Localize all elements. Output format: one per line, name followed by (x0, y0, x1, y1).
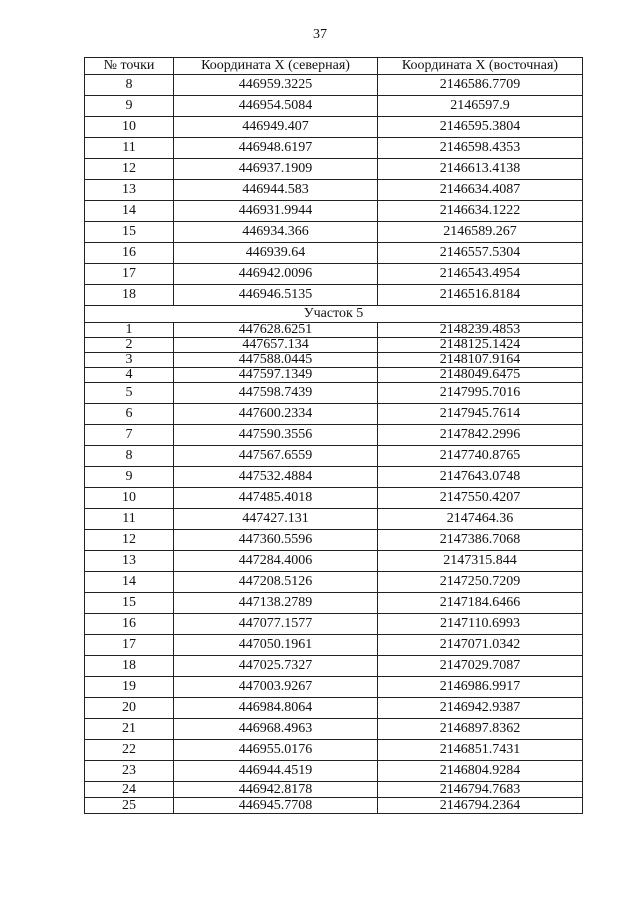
point-number-cell: 10 (85, 117, 174, 138)
north-coordinate-cell: 447208.5126 (174, 572, 378, 593)
table-row (85, 677, 583, 698)
north-coordinate-cell: 446959.3225 (174, 75, 378, 96)
north-coordinate-cell: 447284.4006 (174, 551, 378, 572)
east-coordinate-cell: 2146794.2364 (378, 798, 583, 814)
north-coordinate-cell: 446948.6197 (174, 138, 378, 159)
north-coordinate-cell: 447590.3556 (174, 425, 378, 446)
east-coordinate-cell: 2146586.7709 (378, 75, 583, 96)
point-number-cell: 11 (85, 509, 174, 530)
east-coordinate-cell: 2146897.8362 (378, 719, 583, 740)
point-number-cell: 21 (85, 719, 174, 740)
north-coordinate-cell: 446944.583 (174, 180, 378, 201)
point-number-cell: 9 (85, 467, 174, 488)
point-number-cell: 9 (85, 96, 174, 117)
point-number-cell: 13 (85, 180, 174, 201)
table-row (85, 285, 583, 306)
north-coordinate-cell: 447588.0445 (174, 353, 378, 368)
table-header-row (85, 58, 583, 75)
east-coordinate-cell: 2148125.1424 (378, 338, 583, 353)
point-number-cell: 24 (85, 782, 174, 798)
east-coordinate-cell: 2146942.9387 (378, 698, 583, 719)
table-row (85, 782, 583, 798)
point-number-cell: 3 (85, 353, 174, 368)
east-coordinate-cell: 2148107.9164 (378, 353, 583, 368)
point-number-cell: 2 (85, 338, 174, 353)
table-row (85, 761, 583, 782)
east-coordinate-cell: 2147995.7016 (378, 383, 583, 404)
north-coordinate-cell: 447025.7327 (174, 656, 378, 677)
north-coordinate-cell: 447657.134 (174, 338, 378, 353)
east-coordinate-cell: 2146804.9284 (378, 761, 583, 782)
point-number-cell: 15 (85, 222, 174, 243)
table-row (85, 425, 583, 446)
point-number-cell: 8 (85, 446, 174, 467)
east-coordinate-cell: 2146595.3804 (378, 117, 583, 138)
table-row (85, 264, 583, 285)
header-east-coordinate: Координата X (восточная) (378, 58, 583, 75)
north-coordinate-cell: 446955.0176 (174, 740, 378, 761)
north-coordinate-cell: 447138.2789 (174, 593, 378, 614)
north-coordinate-cell: 447597.1349 (174, 368, 378, 383)
point-number-cell: 6 (85, 404, 174, 425)
north-coordinate-cell: 447360.5596 (174, 530, 378, 551)
east-coordinate-cell: 2146634.4087 (378, 180, 583, 201)
north-coordinate-cell: 447427.131 (174, 509, 378, 530)
east-coordinate-cell: 2147464.36 (378, 509, 583, 530)
table-row (85, 798, 583, 814)
table-row (85, 740, 583, 761)
table-row (85, 488, 583, 509)
east-coordinate-cell: 2147740.8765 (378, 446, 583, 467)
north-coordinate-cell: 446939.64 (174, 243, 378, 264)
table-row (85, 467, 583, 488)
east-coordinate-cell: 2147550.4207 (378, 488, 583, 509)
table-row (85, 117, 583, 138)
point-number-cell: 16 (85, 614, 174, 635)
page-number: 37 (313, 27, 327, 42)
point-number-cell: 19 (85, 677, 174, 698)
east-coordinate-cell: 2146589.267 (378, 222, 583, 243)
point-number-cell: 22 (85, 740, 174, 761)
east-coordinate-cell: 2147184.6466 (378, 593, 583, 614)
north-coordinate-cell: 447050.1961 (174, 635, 378, 656)
point-number-cell: 11 (85, 138, 174, 159)
east-coordinate-cell: 2146543.4954 (378, 264, 583, 285)
north-coordinate-cell: 446968.4963 (174, 719, 378, 740)
east-coordinate-cell: 2146557.5304 (378, 243, 583, 264)
north-coordinate-cell: 446949.407 (174, 117, 378, 138)
table-row (85, 353, 583, 368)
point-number-cell: 5 (85, 383, 174, 404)
table-row (85, 593, 583, 614)
point-number-cell: 15 (85, 593, 174, 614)
point-number-cell: 10 (85, 488, 174, 509)
table-row (85, 222, 583, 243)
table-row (85, 75, 583, 96)
east-coordinate-cell: 2146851.7431 (378, 740, 583, 761)
east-coordinate-cell: 2147315.844 (378, 551, 583, 572)
table-row (85, 180, 583, 201)
east-coordinate-cell: 2146794.7683 (378, 782, 583, 798)
east-coordinate-cell: 2147250.7209 (378, 572, 583, 593)
north-coordinate-cell: 447532.4884 (174, 467, 378, 488)
north-coordinate-cell: 447485.4018 (174, 488, 378, 509)
table-row (85, 530, 583, 551)
table-row (85, 635, 583, 656)
north-coordinate-cell: 446954.5084 (174, 96, 378, 117)
point-number-cell: 13 (85, 551, 174, 572)
east-coordinate-cell: 2147071.0342 (378, 635, 583, 656)
point-number-cell: 12 (85, 530, 174, 551)
coordinates-table (84, 57, 583, 814)
table-row (85, 656, 583, 677)
table-row (85, 509, 583, 530)
east-coordinate-cell: 2146634.1222 (378, 201, 583, 222)
point-number-cell: 12 (85, 159, 174, 180)
table-row (85, 698, 583, 719)
table-row (85, 446, 583, 467)
table-row (85, 159, 583, 180)
east-coordinate-cell: 2146986.9917 (378, 677, 583, 698)
east-coordinate-cell: 2146516.8184 (378, 285, 583, 306)
section-row (85, 306, 583, 323)
table-row (85, 338, 583, 353)
table-row (85, 368, 583, 383)
north-coordinate-cell: 447077.1577 (174, 614, 378, 635)
point-number-cell: 7 (85, 425, 174, 446)
header-north-coordinate: Координата X (северная) (174, 58, 378, 75)
north-coordinate-cell: 446942.0096 (174, 264, 378, 285)
table-body (85, 75, 583, 814)
east-coordinate-cell: 2147386.7068 (378, 530, 583, 551)
point-number-cell: 16 (85, 243, 174, 264)
east-coordinate-cell: 2146598.4353 (378, 138, 583, 159)
point-number-cell: 14 (85, 201, 174, 222)
table-row (85, 201, 583, 222)
north-coordinate-cell: 446942.8178 (174, 782, 378, 798)
point-number-cell: 8 (85, 75, 174, 96)
east-coordinate-cell: 2147945.7614 (378, 404, 583, 425)
north-coordinate-cell: 446946.5135 (174, 285, 378, 306)
point-number-cell: 18 (85, 285, 174, 306)
east-coordinate-cell: 2146613.4138 (378, 159, 583, 180)
table-row (85, 323, 583, 338)
point-number-cell: 20 (85, 698, 174, 719)
north-coordinate-cell: 447598.7439 (174, 383, 378, 404)
north-coordinate-cell: 447567.6559 (174, 446, 378, 467)
north-coordinate-cell: 446944.4519 (174, 761, 378, 782)
table-row (85, 138, 583, 159)
point-number-cell: 18 (85, 656, 174, 677)
table-row (85, 614, 583, 635)
table-row (85, 572, 583, 593)
header-point-number: № точки (85, 58, 174, 75)
north-coordinate-cell: 446931.9944 (174, 201, 378, 222)
east-coordinate-cell: 2146597.9 (378, 96, 583, 117)
point-number-cell: 14 (85, 572, 174, 593)
north-coordinate-cell: 447628.6251 (174, 323, 378, 338)
point-number-cell: 17 (85, 264, 174, 285)
point-number-cell: 1 (85, 323, 174, 338)
east-coordinate-cell: 2147029.7087 (378, 656, 583, 677)
point-number-cell: 25 (85, 798, 174, 814)
table-row (85, 551, 583, 572)
east-coordinate-cell: 2147643.0748 (378, 467, 583, 488)
point-number-cell: 23 (85, 761, 174, 782)
east-coordinate-cell: 2148239.4853 (378, 323, 583, 338)
table-row (85, 404, 583, 425)
north-coordinate-cell: 446937.1909 (174, 159, 378, 180)
point-number-cell: 17 (85, 635, 174, 656)
north-coordinate-cell: 447003.9267 (174, 677, 378, 698)
east-coordinate-cell: 2147842.2996 (378, 425, 583, 446)
point-number-cell: 4 (85, 368, 174, 383)
table-row (85, 383, 583, 404)
north-coordinate-cell: 446934.366 (174, 222, 378, 243)
east-coordinate-cell: 2147110.6993 (378, 614, 583, 635)
north-coordinate-cell: 446945.7708 (174, 798, 378, 814)
section-title: Участок 5 (85, 306, 583, 323)
north-coordinate-cell: 446984.8064 (174, 698, 378, 719)
table-row (85, 243, 583, 264)
table-row (85, 96, 583, 117)
east-coordinate-cell: 2148049.6475 (378, 368, 583, 383)
north-coordinate-cell: 447600.2334 (174, 404, 378, 425)
table-row (85, 719, 583, 740)
